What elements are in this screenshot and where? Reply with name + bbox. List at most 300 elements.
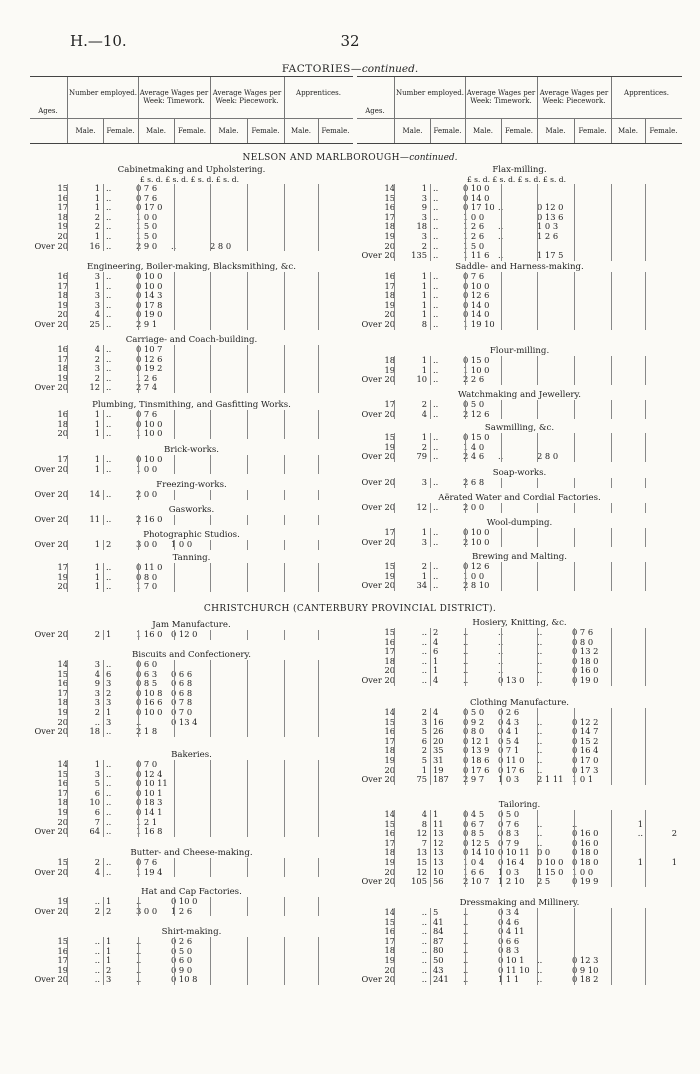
industry-block-saddle [357,262,682,330]
cell-wpm: .. [537,745,543,756]
table-row [30,515,353,525]
cell-nf: .. [106,428,112,439]
table-row [357,443,682,453]
cell-wtm: .. [136,896,142,906]
cell-age: 18 [57,797,68,808]
industry-block-freezing [30,480,353,500]
cell-nf: .. [433,477,439,487]
cell-nf: .. [433,202,439,213]
table-row [30,827,353,837]
cell-nf: 4 [433,707,439,717]
cell-nm: 1 [421,570,427,581]
column-rule [645,503,646,513]
column-rule [103,345,104,393]
col-wages-piece: Average Wages per Week: Piecework. [212,89,282,105]
column-rule [318,937,319,985]
cell-nf: .. [433,230,439,241]
column-rule [247,937,248,985]
cell-nf: .. [106,382,112,393]
column-rule [501,433,502,462]
table-row [357,356,682,366]
column-rule [430,528,431,547]
cell-nf: .. [433,250,439,261]
cell-age: 20 [384,240,395,251]
industry-title: Engineering, Boiler-making, Blacksmithing, &c. [87,262,296,272]
column-rule [430,562,431,591]
cell-age: Over 20 [361,876,395,887]
cell-nm: 2 [421,441,427,452]
cell-nm: 1 [94,409,100,419]
cell-nm: 2 [94,857,100,867]
column-rule [138,630,139,640]
column-rule [210,345,211,393]
table-row [357,975,682,985]
cell-nm: 1 [94,192,100,203]
cell-wtm: 0 8 0 [463,726,485,737]
cell-wtf: 0 13 0 [498,674,525,685]
cell-age: Over 20 [361,477,395,487]
cell-nf: 10 [433,866,444,877]
cell-nm: 16 [89,240,100,251]
cell-wtf: 0 16 4 [498,856,525,867]
cell-age: 18 [384,290,395,301]
cell-age: 14 [384,183,395,193]
currency-header: £ s. d. £ s. d. £ s. d. £ s. d. [467,175,566,184]
column-rule [611,400,612,419]
cell-wpf: 0 16 0 [572,665,599,676]
cell-nm: 1 [94,539,100,549]
cell-age: 17 [57,353,68,364]
column-rule [284,660,285,737]
cell-wtf: 0 8 3 [498,945,520,956]
column-rule [394,433,395,462]
column-rule [247,490,248,500]
industry-title: Gasworks. [168,505,215,515]
cell-wtm: 0 18 6 [463,754,490,765]
cell-wpm: .. [537,954,543,965]
cell-wpf: 0 18 0 [572,856,599,867]
industry-title: Brick-works. [164,445,219,455]
column-rule [284,540,285,550]
column-rule [574,356,575,385]
cell-nf: .. [106,581,112,592]
table-row [357,320,682,330]
cell-nf: 6 [106,668,112,679]
cell-wtm: .. [136,964,142,975]
cell-nf: .. [433,451,439,462]
table-row [357,410,682,420]
cell-nm: .. [94,945,100,956]
cell-nf: .. [433,211,439,222]
cell-wtf: 0 7 9 [498,837,520,848]
cell-age: 17 [57,787,68,798]
cell-nf: 1 [433,655,439,666]
cell-nf: .. [433,309,439,320]
cell-wpm: .. [537,754,543,765]
cell-age: 20 [57,309,68,320]
cell-nf: .. [433,570,439,581]
column-rule [645,400,646,419]
industry-block-photo [30,530,353,550]
table-row [357,194,682,204]
column-rule [394,503,395,513]
column-rule [210,540,211,550]
column-rule [465,478,466,488]
cell-nm: 2 [421,561,427,571]
cell-age: Over 20 [34,905,68,916]
column-rule [537,356,538,385]
table-row [357,232,682,242]
column-header-right [357,76,682,144]
cell-af: 2 [671,828,677,839]
column-rule [284,410,285,439]
cell-age: 16 [57,192,68,203]
column-rule [501,908,502,985]
cell-wpf: 0 12 2 [572,716,599,727]
cell-age: 17 [384,399,395,409]
cell-nm: .. [94,974,100,985]
column-rule [103,897,104,916]
cell-age: 15 [384,432,395,442]
table-row [357,708,682,718]
cell-wtf: 0 4 1 [498,726,520,737]
cell-nf: 1 [106,629,112,639]
column-rule [103,937,104,985]
cell-nf: 6 [433,646,439,657]
column-rule [537,708,538,785]
cell-nm: 12 [416,828,427,839]
industry-block-flax [357,165,682,261]
cell-nf: 80 [433,945,444,956]
cell-nf: .. [106,240,112,251]
column-rule [574,628,575,686]
cell-age: Over 20 [361,374,395,385]
column-rule [537,528,538,547]
cell-nf: .. [106,463,112,474]
cell-nm: 2 [421,707,427,717]
column-rule [574,272,575,330]
column-rule [394,708,395,785]
table-row [30,420,353,430]
cell-age: Over 20 [34,463,68,474]
cell-nm: .. [94,896,100,906]
industry-block-soap [357,468,682,488]
cell-age: 15 [57,936,68,946]
table-row [30,222,353,232]
cell-wtm: 2 9 1 [136,318,158,329]
column-rule [537,908,538,985]
cell-nm: 10 [416,374,427,385]
cell-nm: 2 [94,211,100,222]
cell-wtm: 0 10 0 [463,280,490,291]
table-row [357,858,682,868]
cell-age: 17 [57,280,68,291]
cell-nf: 1 [106,945,112,956]
table-row [30,465,353,475]
table-row [357,638,682,648]
cell-nf: .. [433,318,439,329]
cell-wtm: 1 16 0 [136,629,163,639]
cell-age: 18 [384,655,395,666]
cell-nm: 135 [411,250,427,261]
industry-title: Flour-milling. [489,346,550,356]
cell-wtm: 1 0 4 [463,856,485,867]
table-row [30,727,353,737]
column-rule [574,562,575,591]
cell-wtm: 1 0 0 [463,211,485,222]
cell-wtf: 0 11 10 [498,964,530,975]
table-row [357,291,682,301]
table-row [30,760,353,770]
cell-nm: 1 [421,527,427,537]
column-rule [210,455,211,474]
column-rule [645,356,646,385]
cell-nf: 26 [433,726,444,737]
cell-nm: 18 [416,221,427,232]
column-rule [645,708,646,785]
industry-title: Sawmilling, &c. [484,423,555,433]
cell-nf: 1 [106,955,112,966]
column-rule [138,563,139,592]
cell-nm: 3 [94,363,100,374]
cell-nm: 3 [94,659,100,669]
table-row [357,222,682,232]
column-rule [645,184,646,261]
cell-age: 17 [57,955,68,966]
cell-wtm: 0 10 0 [136,280,163,291]
cell-wtf: 0 7 1 [498,745,520,756]
column-rule [465,810,466,887]
cell-wpf: .. [572,818,578,829]
cell-wtm: 0 7 6 [136,183,158,193]
table-row [30,429,353,439]
cell-wtf: 1 1 1 [498,974,520,985]
cell-age: 18 [384,847,395,858]
cell-nm: 2 [421,745,427,756]
cell-nm: 3 [94,271,100,281]
table-row [30,455,353,465]
cell-wtm: .. [136,936,142,946]
table-row [357,203,682,213]
industry-block-hat [30,887,353,916]
cell-age: 14 [384,809,395,819]
cell-wtf: .. [498,250,504,261]
cell-nm: 1 [94,230,100,241]
column-rule [465,708,466,785]
cell-age: 18 [57,418,68,429]
cell-nf: 84 [433,926,444,937]
cell-age: 16 [57,344,68,354]
cell-wtf: 0 11 0 [498,754,525,765]
cell-nm: 1 [421,355,427,365]
cell-nm: 3 [421,192,427,203]
cell-age: Over 20 [361,451,395,462]
cell-age: 16 [384,726,395,737]
cell-wtm: 0 14 10 [463,847,495,858]
cell-wtm: 0 10 8 [136,687,163,698]
table-row [30,858,353,868]
column-rule [318,897,319,916]
cell-wpm: .. [537,636,543,647]
cell-wtm: 0 19 2 [136,363,163,374]
industry-block-shirt [30,927,353,985]
industry-title: Dressmaking and Millinery. [459,898,580,908]
cell-wpf: 0 13 2 [572,646,599,657]
cell-age: 18 [57,697,68,708]
cell-nf: 1 [106,706,112,717]
cell-nm: 6 [421,735,427,746]
column-rule [501,810,502,887]
cell-nf: 2 [106,964,112,975]
cell-nm: 1 [94,454,100,464]
cell-age: Over 20 [361,974,395,985]
column-rule [247,455,248,474]
cell-am: 1 [637,856,643,867]
cell-nm: 1 [94,759,100,769]
cell-wtm: 0 12 1 [463,735,490,746]
cell-age: 19 [384,570,395,581]
cell-nf: 11 [433,818,444,829]
industry-block-watch [357,390,682,419]
cell-nm: .. [421,974,427,985]
column-rule [103,515,104,525]
column-header-left [30,76,353,144]
column-rule [210,490,211,500]
industry-block-tanning [30,553,353,592]
cell-wpm: 0 10 0 [537,856,564,867]
cell-age: 19 [57,806,68,817]
cell-wtm: 0 4 5 [463,809,485,819]
column-rule [103,455,104,474]
cell-wpm: .. [537,665,543,676]
column-rule [210,515,211,525]
cell-nm: 1 [94,463,100,474]
cell-wtf: 0 4 11 [498,926,525,937]
industry-block-plumbing [30,400,353,439]
table-row [357,503,682,513]
cell-age: 17 [384,837,395,848]
cell-nf: .. [433,399,439,409]
cell-wtf: 0 3 4 [498,907,520,917]
column-rule [537,433,538,462]
table-row [30,975,353,985]
column-rule [465,184,466,261]
table-row [357,538,682,548]
cell-wtm: 2 16 0 [136,514,163,524]
col-male: Male. [291,127,311,135]
cell-nm: 18 [89,726,100,737]
column-rule [611,810,612,887]
column-rule [67,515,68,525]
cell-nm: .. [421,646,427,657]
cell-age: Over 20 [361,502,395,512]
cell-age: 17 [384,280,395,291]
column-rule [318,345,319,393]
col-female: Female. [251,127,280,135]
cell-age: Over 20 [361,250,395,261]
column-rule [174,272,175,330]
cell-nf: 3 [106,697,112,708]
column-rule [318,858,319,877]
table-row [357,242,682,252]
cell-wtf: 0 9 0 [171,964,193,975]
cell-wtm: .. [463,954,469,965]
cell-nm: 1 [421,309,427,320]
section-christchurch: CHRISTCHURCH (CANTERBURY PROVINCIAL DISTRICT). [203,604,497,614]
column-rule [284,760,285,837]
cell-nf: .. [433,408,439,419]
column-rule [611,272,612,330]
cell-nf: .. [433,290,439,301]
cell-nf: 4 [433,636,439,647]
cell-age: Over 20 [361,580,395,591]
cell-nf: 2 [433,627,439,637]
industry-title: Freezing-works. [156,480,227,490]
table-row [30,345,353,355]
industry-block-flour [357,346,682,385]
cell-wtm: .. [463,945,469,956]
column-rule [611,562,612,591]
column-rule [284,272,285,330]
cell-wpm: 2 8 0 [210,240,232,251]
table-row [30,383,353,393]
cell-nf: 16 [433,716,444,727]
cell-age: 15 [384,192,395,203]
cell-wtf: .. [498,221,504,232]
cell-wpm: 1 15 0 [537,866,564,877]
industry-title: Biscuits and Confectionery. [132,650,251,660]
cell-nm: 4 [94,344,100,354]
cell-nf: .. [106,759,112,769]
cell-nf: 2 [106,905,112,916]
table-row [30,770,353,780]
cell-wtm: .. [463,974,469,985]
cell-nm: 2 [94,905,100,916]
cell-age: Over 20 [361,536,395,547]
column-rule [174,897,175,916]
col-female: Female. [433,127,462,135]
column-rule [430,503,431,513]
column-rule [645,433,646,462]
cell-age: 18 [384,745,395,756]
column-rule [138,455,139,474]
col-female: Female. [649,127,678,135]
cell-nm: 5 [94,778,100,789]
cell-nm: .. [421,945,427,956]
cell-wtm: 0 5 0 [463,399,485,409]
cell-nm: 4 [94,309,100,320]
cell-nm: 4 [421,809,427,819]
cell-wtf: 0 2 6 [498,707,520,717]
table-row [357,810,682,820]
column-rule [574,810,575,887]
column-rule [537,503,538,513]
cell-age: 19 [57,706,68,717]
cell-nf: 56 [433,876,444,887]
cell-wtm: 1 0 0 [136,211,158,222]
cell-wtf: .. [498,202,504,213]
cell-nf: .. [433,271,439,281]
column-rule [645,272,646,330]
column-rule [284,455,285,474]
cell-age: 19 [57,964,68,975]
cell-wpf: 0 7 6 [572,627,594,637]
cell-nf: .. [433,502,439,512]
cell-nf: .. [106,299,112,310]
industry-title: Hosiery, Knitting, &c. [472,618,567,628]
cell-wtm: 1 5 0 [136,221,158,232]
cell-wtm: 0 10 0 [463,527,490,537]
